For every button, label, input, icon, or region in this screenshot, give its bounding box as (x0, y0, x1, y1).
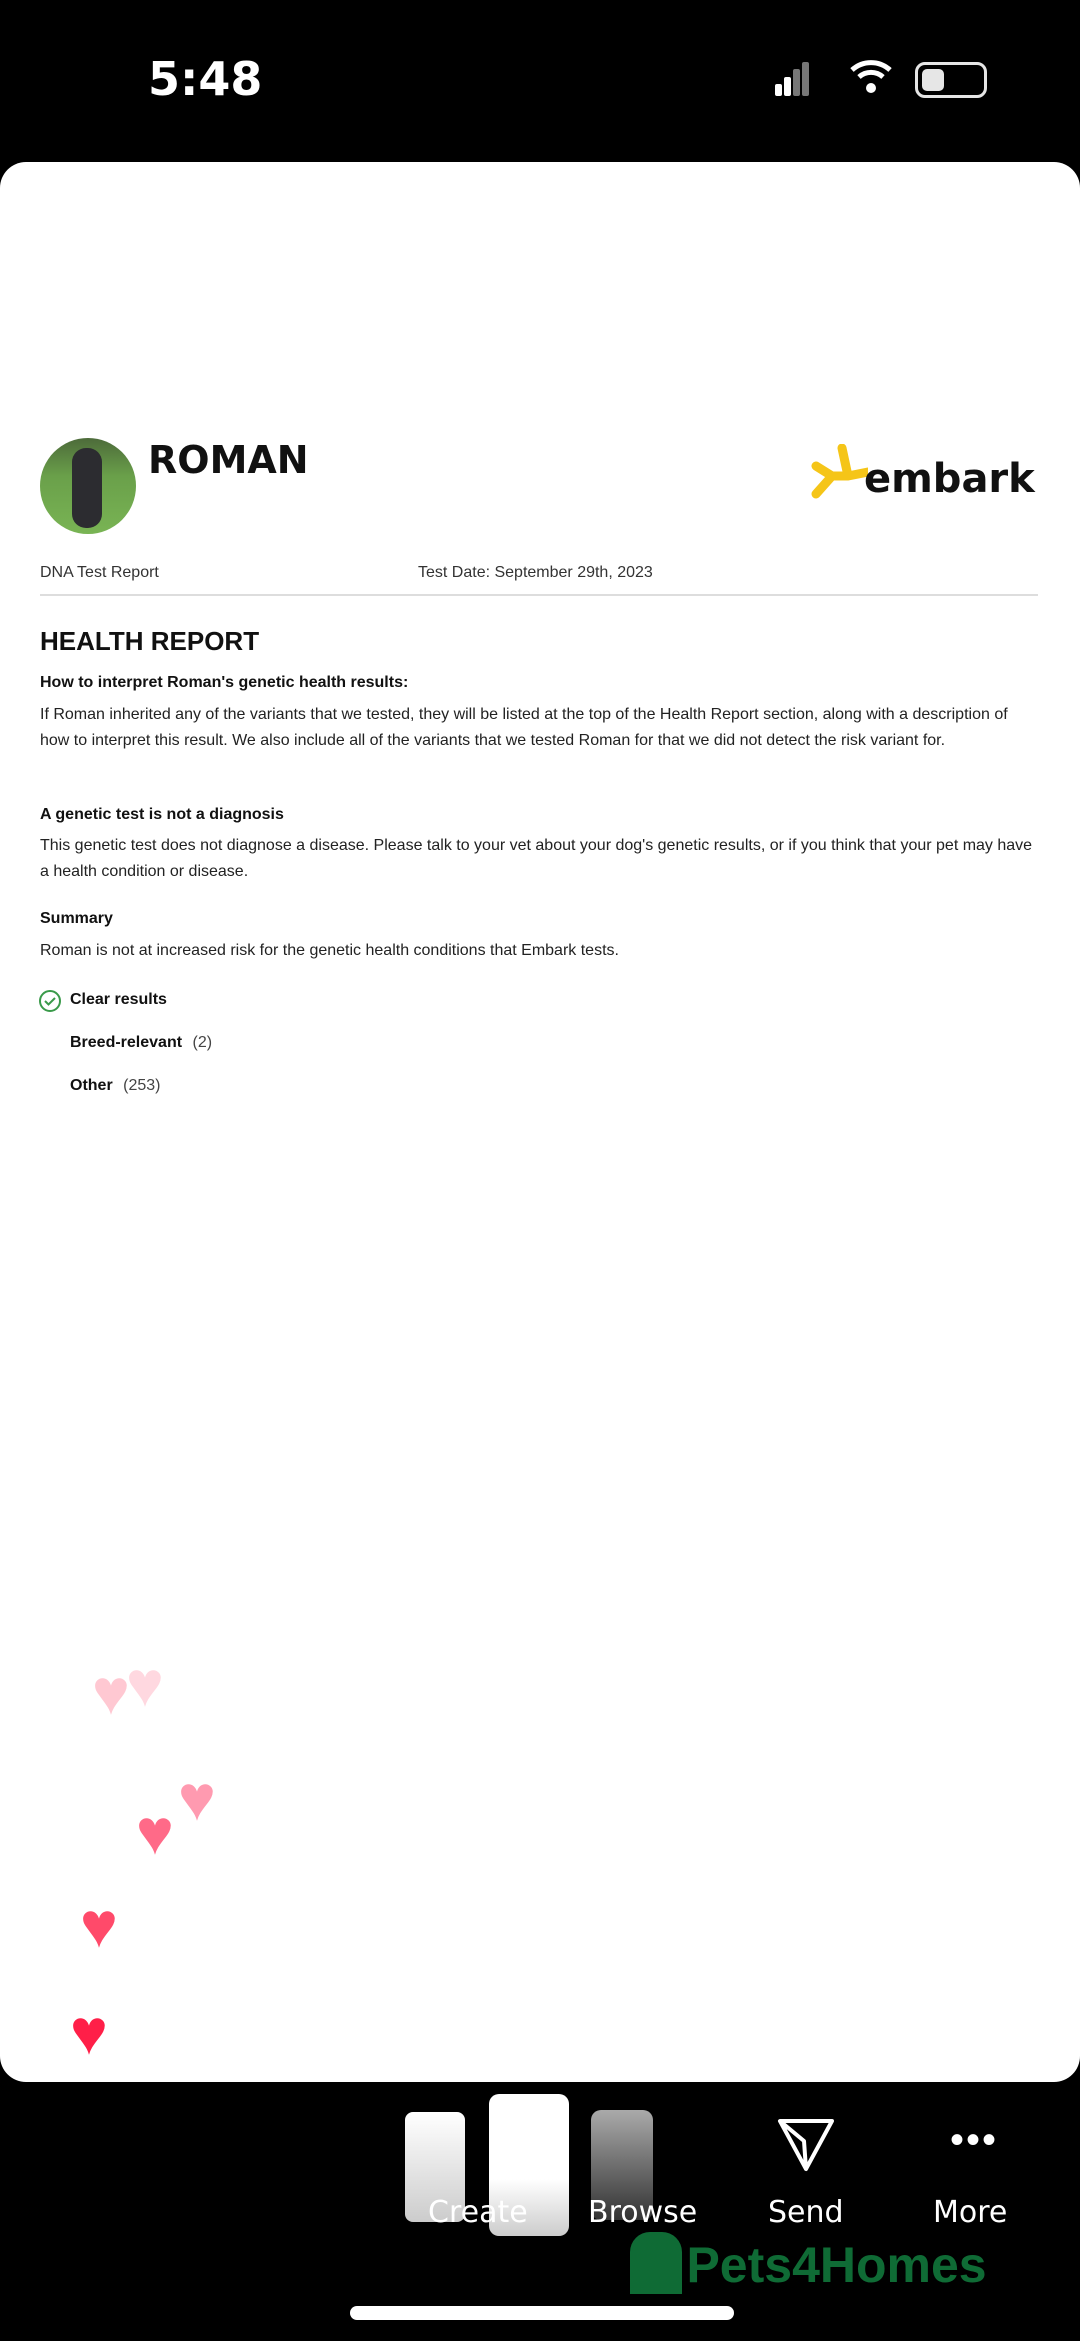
heart-icon: ♥ (80, 1889, 118, 1961)
clear-results[interactable]: Clear results (70, 991, 167, 1008)
divider (40, 594, 1038, 596)
diagnosis-heading: A genetic test is not a diagnosis (40, 806, 284, 823)
summary-text: Roman is not at increased risk for the genetic health conditions that Embark tests. (40, 942, 619, 959)
more-dots-icon[interactable]: ••• (950, 2118, 999, 2162)
send-button[interactable]: Send (768, 2195, 844, 2230)
document-preview[interactable] (0, 162, 1080, 2082)
heart-icon: ♥ (70, 1996, 108, 2068)
watermark-logo-icon (630, 2232, 682, 2294)
other-row[interactable] (70, 1077, 160, 1095)
watermark-text: Pets4Homes (686, 2237, 987, 2293)
heart-icon: ♥ (178, 1762, 216, 1834)
send-icon[interactable] (776, 2115, 836, 2175)
dog-name: ROMAN (148, 438, 309, 482)
browse-button[interactable]: Browse (588, 2195, 698, 2230)
summary-heading: Summary (40, 910, 113, 927)
section-title: HEALTH REPORT (40, 626, 260, 656)
wifi-icon (850, 58, 892, 99)
heart-icon: ♥ (126, 1648, 164, 1720)
check-circle-icon (38, 989, 62, 1013)
embark-logo (808, 444, 1040, 504)
embark-logo-text: embark (864, 456, 1035, 502)
battery-icon (915, 62, 987, 98)
heart-icon: ♥ (136, 1796, 174, 1868)
home-indicator[interactable] (350, 2306, 734, 2320)
status-time: 5:48 (148, 52, 263, 106)
heart-icon: ♥ (92, 1656, 130, 1728)
breed-relevant-count: (2) (192, 1034, 213, 1051)
other-label: Other (70, 1077, 113, 1094)
diagnosis-text: This genetic test does not diagnose a disease. Please talk to your vet about your dog's genetic results, or if you think that your pet may have a health condition or disease. (40, 837, 1033, 880)
interpret-heading: How to interpret Roman's genetic health results: (40, 674, 409, 691)
test-date: Test Date: September 29th, 2023 (418, 564, 653, 581)
embark-logo-icon (808, 444, 868, 504)
interpret-text: If Roman inherited any of the variants that we tested, they will be listed at the top of the Health Report section, along with a description of how to interpret this result. We also include all of the variants that we tested Roman for that we did not detect the risk variant for. (40, 706, 1008, 749)
create-button[interactable]: Create (428, 2195, 528, 2230)
dog-avatar (40, 438, 136, 534)
other-count: (253) (123, 1077, 161, 1094)
more-button[interactable]: More (933, 2195, 1008, 2230)
breed-relevant-label: Breed-relevant (70, 1034, 183, 1051)
breed-relevant-row[interactable] (70, 1034, 212, 1052)
signal-icon (775, 62, 807, 96)
pets4homes-watermark (630, 2232, 987, 2294)
doc-type: DNA Test Report (40, 564, 159, 581)
